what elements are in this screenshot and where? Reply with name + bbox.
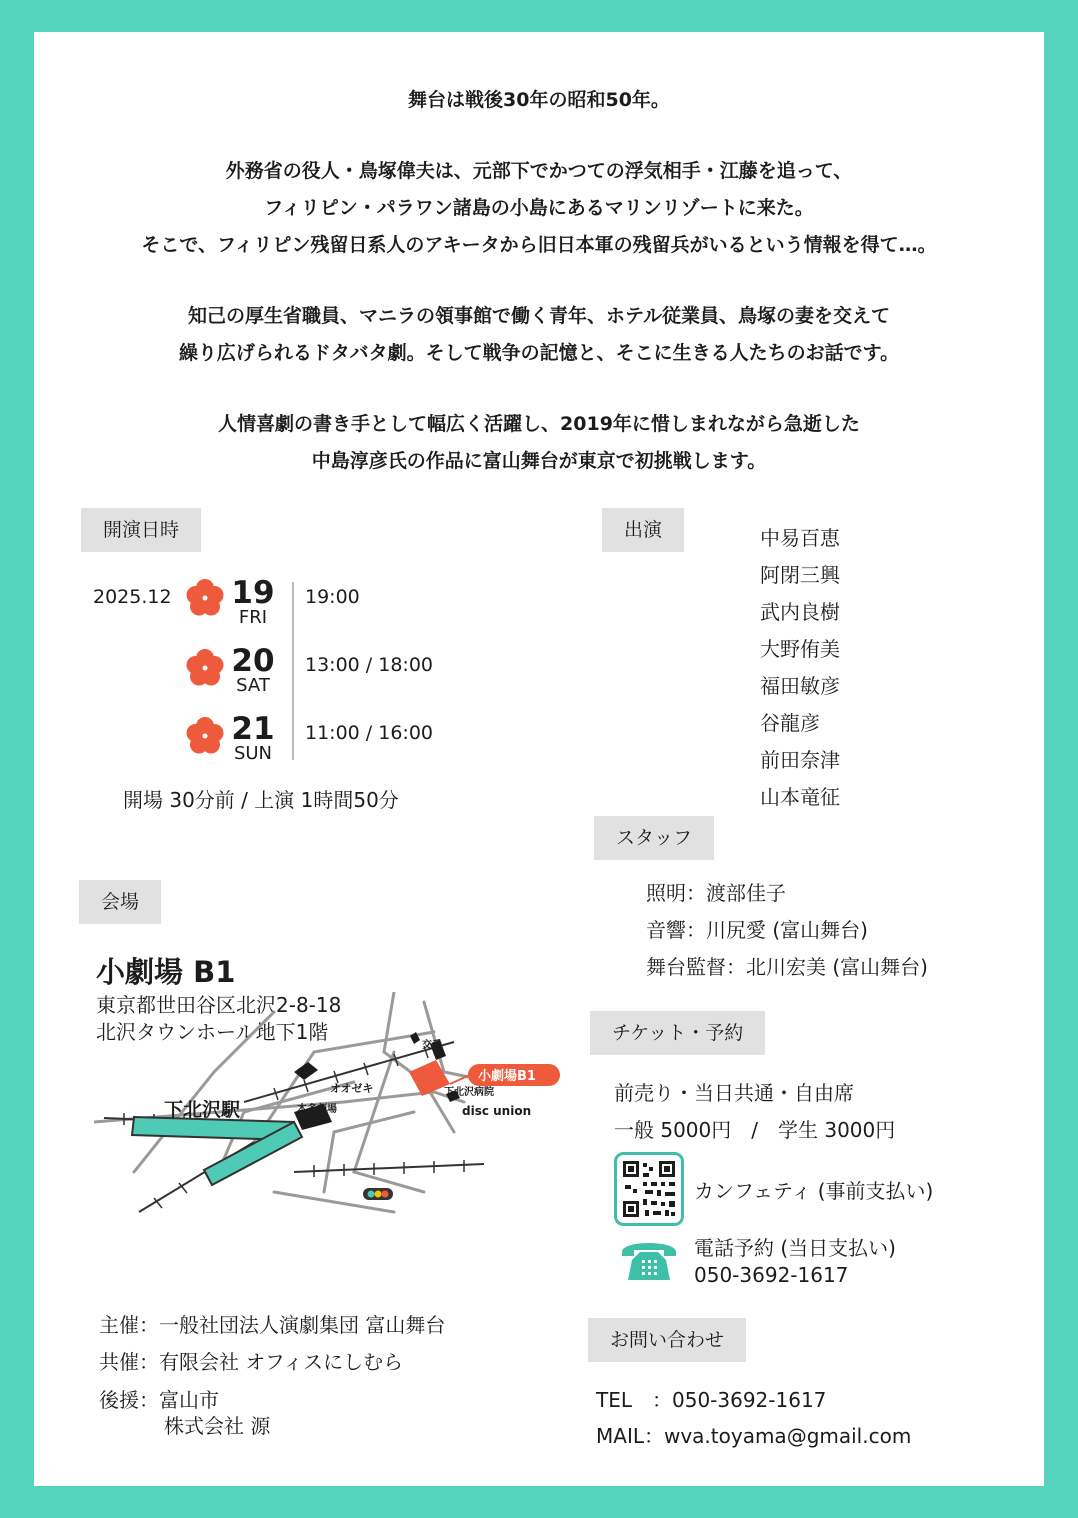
flower-icon [184, 647, 226, 689]
map-oozeki-label: オオゼキ [330, 1082, 374, 1095]
intro-line: 繰り広げられるドタバタ劇。そして戦争の記憶と、そこに生きる人たちのお話です。 [178, 342, 900, 364]
staff-header: スタッフ [594, 816, 714, 860]
show-times: 11:00 / 16:00 [305, 722, 433, 744]
flower-icon [184, 577, 226, 619]
organizer-support-2: 株式会社 源 [164, 1414, 271, 1438]
cast-name: 武内良樹 [760, 600, 840, 624]
staff-list [646, 875, 928, 986]
staff-line: 舞台監督：北川宏美 (富山舞台) [646, 955, 928, 979]
contact-tel[interactable]: TEL ：050-3692-1617 [596, 1388, 827, 1412]
intro-line: 人情喜劇の書き手として幅広く活躍し、2019年に惜しまれながら急逝した [218, 413, 860, 435]
intro-line: 中島淳彦氏の作品に富山舞台が東京で初挑戦します。 [311, 450, 767, 472]
flyer-page [34, 32, 1044, 1486]
venue-header: 会場 [79, 880, 161, 924]
day-number: 21 [231, 711, 275, 747]
organizer-support: 後援：富山市 [99, 1388, 219, 1412]
cast-name: 谷龍彦 [760, 711, 820, 735]
map-honda-label: 本多劇場 [297, 1104, 337, 1115]
schedule-year-month: 2025.12 [93, 586, 172, 608]
intro-line: 外務省の役人・鳥塚偉夫は、元部下でかつての浮気相手・江藤を追って、 [225, 160, 853, 182]
qr-code-icon[interactable] [614, 1152, 684, 1226]
phone-icon [618, 1236, 680, 1284]
organizer-host: 主催：一般社団法人演劇集団 富山舞台 [99, 1313, 446, 1337]
organizer-cohost: 共催：有限会社 オフィスにしむら [99, 1350, 404, 1374]
staff-line: 照明：渡部佳子 [646, 881, 786, 905]
venue-name: 小劇場 B1 [96, 955, 236, 989]
show-times: 19:00 [305, 586, 360, 608]
cast-name: 山本竜征 [760, 785, 840, 809]
venue-address-line: 北沢タウンホール地下1階 [96, 1020, 329, 1044]
ticket-phone [694, 1235, 896, 1289]
day-number: 19 [231, 575, 275, 611]
ticket-price: 一般 5000円 / 学生 3000円 [614, 1118, 896, 1142]
map-disc-union-label: disc union [462, 1104, 532, 1118]
ticket-online[interactable]: カンフェティ (事前支払い) [694, 1179, 934, 1203]
map-koban-label: 交番 [422, 1040, 442, 1051]
day-weekday: SUN [233, 743, 273, 764]
map-target-label: 小劇場B1 [478, 1069, 536, 1084]
venue-map [94, 992, 574, 1232]
cast-name: 阿閉三興 [760, 563, 840, 587]
cast-name: 中易百恵 [760, 526, 840, 550]
schedule-header: 開演日時 [81, 508, 201, 552]
ticket-phone-label: 電話予約 (当日支払い) [694, 1236, 896, 1260]
map-hospital-label: 下北沢病院 [444, 1087, 494, 1098]
intro-block [34, 82, 1044, 480]
cast-list [760, 520, 840, 816]
intro-line: フィリピン・パラワン諸島の小島にあるマリンリゾートに来た。 [264, 197, 814, 219]
day-weekday: SAT [236, 675, 270, 696]
cast-name: 前田奈津 [760, 748, 840, 772]
ticket-line: 前売り・当日共通・自由席 [614, 1081, 854, 1105]
cast-name: 大野侑美 [760, 637, 840, 661]
contact-mail[interactable]: MAIL：wva.toyama@gmail.com [596, 1424, 912, 1448]
staff-line: 音響：川尻愛 (富山舞台) [646, 918, 868, 942]
day-number: 20 [231, 643, 275, 679]
venue-address-line: 東京都世田谷区北沢2-8-18 [96, 993, 342, 1017]
map-station-label: 下北沢駅 [164, 1099, 241, 1121]
cast-header: 出演 [602, 508, 684, 552]
schedule-divider [292, 582, 294, 760]
flower-icon [184, 715, 226, 757]
show-times: 13:00 / 18:00 [305, 654, 433, 676]
schedule-note: 開場 30分前 / 上演 1時間50分 [123, 788, 399, 812]
intro-line: 知己の厚生省職員、マニラの領事館で働く青年、ホテル従業員、鳥塚の妻を交えて [187, 305, 891, 327]
intro-line: そこで、フィリピン残留日系人のアキータから旧日本軍の残留兵がいるという情報を得て…。 [141, 234, 937, 256]
ticket-header: チケット・予約 [590, 1011, 765, 1055]
day-weekday: FRI [238, 607, 268, 628]
intro-line: 舞台は戦後30年の昭和50年。 [408, 89, 670, 111]
cast-name: 福田敏彦 [760, 674, 840, 698]
contact-header: お問い合わせ [588, 1318, 746, 1362]
ticket-phone-number[interactable]: 050-3692-1617 [694, 1263, 849, 1287]
